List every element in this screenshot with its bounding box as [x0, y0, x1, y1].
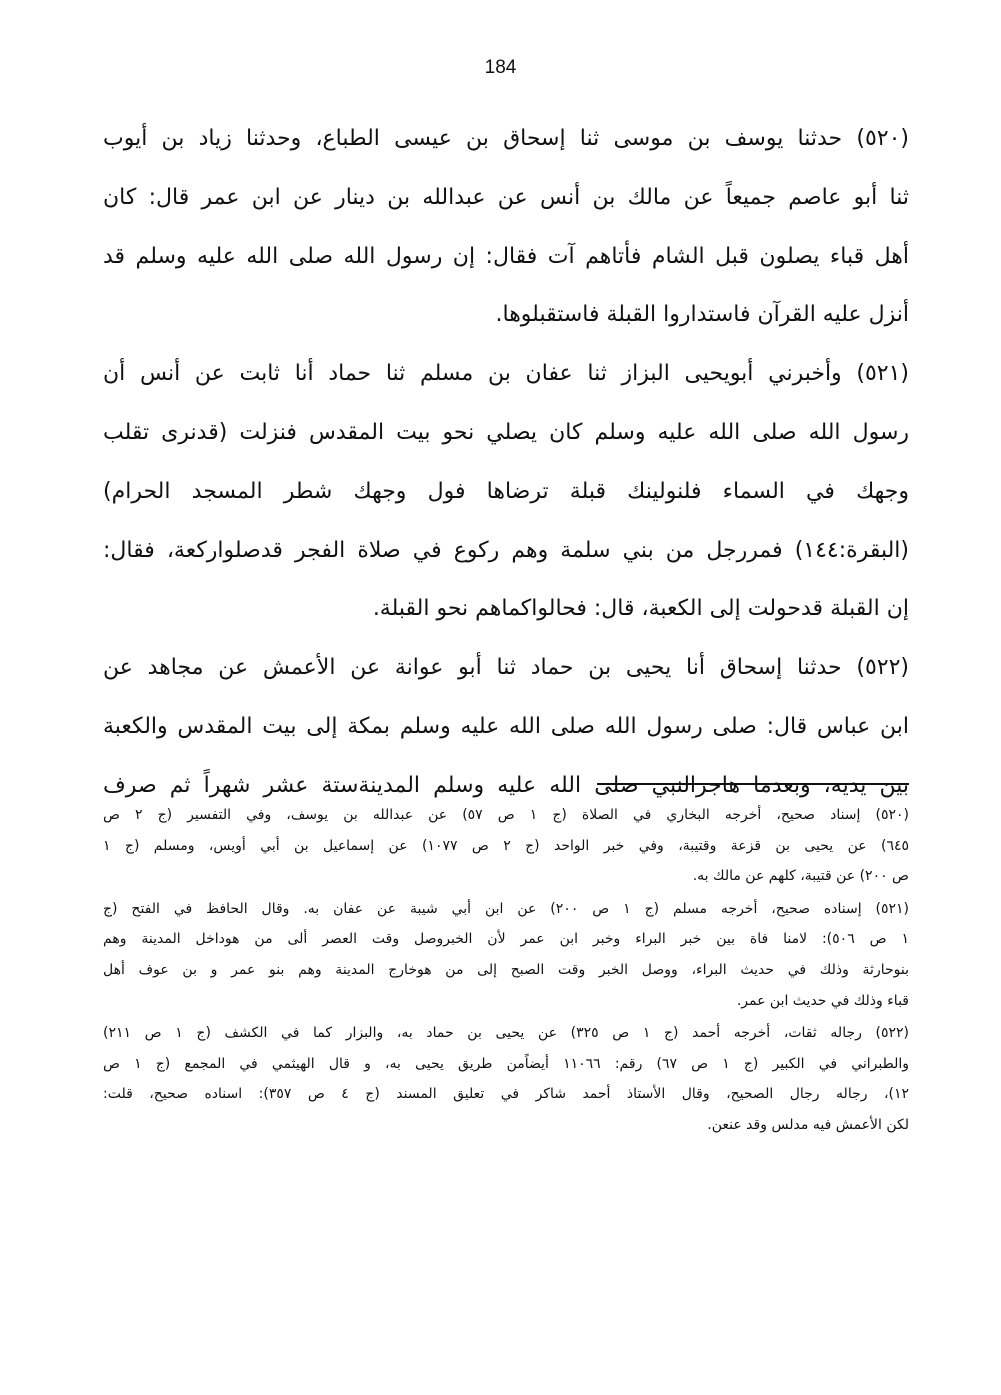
footnote-line: (٥٢٢) رجاله ثقات، أخرجه أحمد (ج ١ ص ٣٢٥) عن يحيى بن حماد به، والبزار كما في الكشف (ج ١ ص ٢١١) [103, 1025, 909, 1042]
footnote-521 [103, 894, 909, 1016]
hadith-521-line-4: (البقرة:١٤٤) فمررجل من بني سلمة وهم ركوع في صلاة الفجر قدصلواركعة، فقال: [103, 537, 909, 563]
page-number: 184 [484, 57, 517, 78]
footnote-line: بنوحارثة وذلك في حديث البراء، ووصل الخبر وقت الصبح إلى من هوخارج المدينة وهم بنو عمر و بن عوف أهل [103, 961, 909, 978]
hadith-522-line-2: ابن عباس قال: صلى رسول الله صلى الله عليه وسلم بمكة إلى بيت المقدس والكعبة [103, 713, 909, 739]
hadith-521-line-2: رسول الله صلى الله عليه وسلم كان يصلي نحو بيت المقدس فنزلت (قدنرى تقلب [103, 419, 909, 445]
footnote-line: ٦٤٥) عن يحيى بن قزعة وقتيبة، وفي خبر الواحد (ج ٢ ص ١٠٧٧) عن إسماعيل بن أبي أويس، ومسلم (ج ١ [103, 837, 909, 854]
footnote-520 [103, 800, 909, 892]
footnote-line: ص ٢٠٠) عن قتيبة، كلهم عن مالك به. [692, 868, 909, 885]
footnote-line: قباء وذلك في حديث ابن عمر. [736, 992, 909, 1009]
footnote-line: ١٢)، رجاله رجال الصحيح، وقال الأستاذ أحمد شاكر في تعليق المسند (ج ٤ ص ٣٥٧): اسناده صحيح، قلت: [103, 1086, 909, 1103]
footnote-line: لكن الأعمش فيه مدلس وقد عنعن. [707, 1116, 909, 1133]
hadith-521-line-3: وجهك في السماء فلنولينك قبلة ترضاها فول وجهك شطر المسجد الحرام) [103, 478, 909, 504]
hadith-520-line-2: ثنا أبو عاصم جميعاً عن مالك بن أنس عن عبدالله بن دينار عن ابن عمر قال: كان [103, 184, 909, 210]
hadith-520-line-4: أنزل عليه القرآن فاستداروا القبلة فاستقبلوها. [495, 302, 909, 328]
footnote-separator [597, 783, 909, 785]
main-text [103, 110, 909, 816]
hadith-521-line-5: إن القبلة قدحولت إلى الكعبة، قال: فحالواكماهم نحو القبلة. [372, 596, 909, 622]
footnotes [103, 800, 909, 1143]
hadith-521-line-1: (٥٢١) وأخبرني أبويحيى البزاز ثنا عفان بن مسلم ثنا حماد أنا ثابت عن أنس أن [103, 361, 909, 387]
hadith-520-line-3: أهل قباء يصلون قبل الشام فأتاهم آت فقال: إن رسول الله صلى الله عليه وسلم قد [103, 243, 909, 269]
hadith-520-line-1: (٥٢٠) حدثنا يوسف بن موسى ثنا إسحاق بن عيسى الطباع، وحدثنا زياد بن أيوب [103, 126, 909, 151]
hadith-522-line-1: (٥٢٢) حدثنا إسحاق أنا يحيى بن حماد ثنا أبو عوانة عن الأعمش عن مجاهد عن [103, 655, 909, 681]
footnote-522 [103, 1018, 909, 1140]
footnote-line: (٥٢١) إسناده صحيح، أخرجه مسلم (ج ١ ص ٢٠٠) عن ابن أبي شيبة عن عفان به. وقال الحافظ في الفتح (ج [103, 900, 909, 917]
footnote-line: ١ ص ٥٠٦): لامنا فاة بين خبر البراء وخبر ابن عمر لأن الخبروصل وقت العصر ألى من هوداخل المدينة وهم [103, 931, 909, 948]
footnote-line: (٥٢٠) إسناد صحيح، أخرجه البخاري في الصلاة (ج ١ ص ٥٧) عن عبدالله بن يوسف، وفي التفسير (ج ٢ ص [103, 807, 909, 823]
footnote-line: والطبراني في الكبير (ج ١ ص ٦٧) رقم: ١١٠٦٦ أيضاًمن طريق يحيى به، و قال الهيثمي في المجمع (ج ١ ص [103, 1055, 909, 1072]
hadith-522-line-3: بين يديه، وبعدما هاجرالنبي صلى الله عليه وسلم المدينةستة عشر شهراً ثم صرف [103, 772, 909, 798]
